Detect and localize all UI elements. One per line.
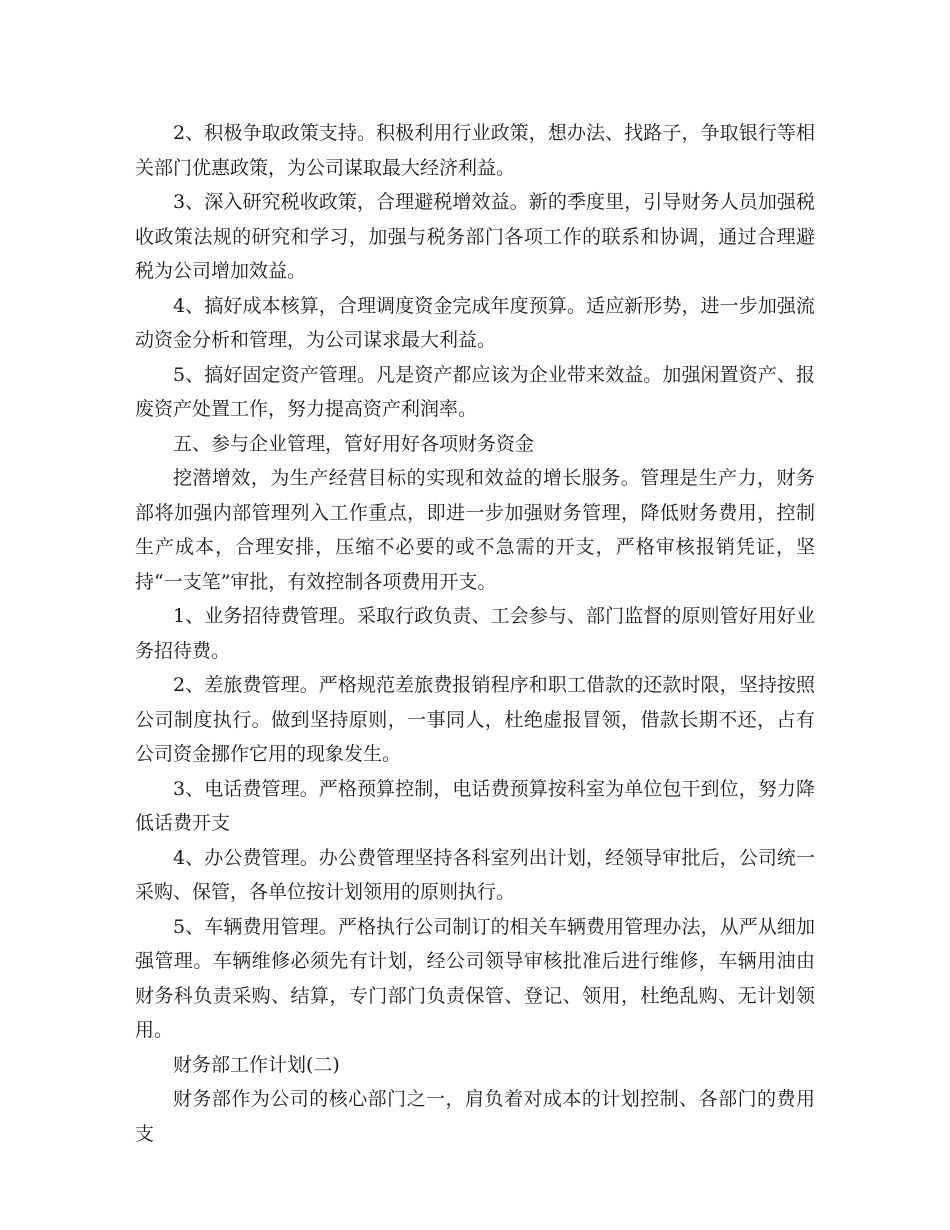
document-body [135,116,815,1151]
paragraph-cost-accounting: 4、搞好成本核算，合理调度资金完成年度预算。适应新形势，进一步加强流动资金分析和管理，为公司谋求最大利益。 [135,294,815,351]
paragraph-finance-core: 财务部作为公司的核心部门之一，肩负着对成本的计划控制、各部门的费用支 [135,1088,815,1145]
paragraph-office-expense: 4、办公费管理。办公费管理坚持各科室列出计划，经领导审批后，公司统一采购、保管，各单位按计划领用的原则执行。 [135,846,815,903]
paragraph-efficiency: 挖潜增效，为生产经营目标的实现和效益的增长服务。管理是生产力，财务部将加强内部管理列入工作重点，即进一步加强财务管理，降低财务费用，控制生产成本，合理安排，压缩不必要的或不急需的开支，严格审核报销凭证，坚持“一支笔”审批，有效控制各项费用开支。 [135,467,815,593]
paragraph-entertainment-expense: 1、业务招待费管理。采取行政负责、工会参与、部门监督的原则管好用好业务招待费。 [135,605,815,662]
paragraph-phone-expense: 3、电话费管理。严格预算控制，电话费预算按科室为单位包干到位，努力降低话费开支 [135,777,815,834]
section-heading-enterprise-management: 五、参与企业管理，管好用好各项财务资金 [173,432,535,455]
paragraph-travel-expense: 2、差旅费管理。严格规范差旅费报销程序和职工借款的还款时限，坚持按照公司制度执行。做到坚持原则，一事同人，杜绝虚报冒领，借款长期不还，占有公司资金挪作它用的现象发生。 [135,674,815,765]
section-heading-work-plan-two: 财务部工作计划(二) [173,1053,340,1076]
paragraph-fixed-assets: 5、搞好固定资产管理。凡是资产都应该为企业带来效益。加强闲置资产、报废资产处置工作，努力提高资产利润率。 [135,363,815,420]
paragraph-policy-support: 2、积极争取政策支持。积极利用行业政策，想办法、找路子，争取银行等相关部门优惠政策，为公司谋取最大经济利益。 [135,122,815,179]
paragraph-tax-policy: 3、深入研究税收政策，合理避税增效益。新的季度里，引导财务人员加强税收政策法规的研究和学习，加强与税务部门各项工作的联系和协调，通过合理避税为公司增加效益。 [135,191,815,282]
paragraph-vehicle-expense: 5、车辆费用管理。严格执行公司制订的相关车辆费用管理办法，从严从细加强管理。车辆维修必须先有计划，经公司领导审核批准后进行维修，车辆用油由财务科负责采购、结算，专门部门负责保管、登记、领用，杜绝乱购、无计划领用。 [135,915,815,1041]
